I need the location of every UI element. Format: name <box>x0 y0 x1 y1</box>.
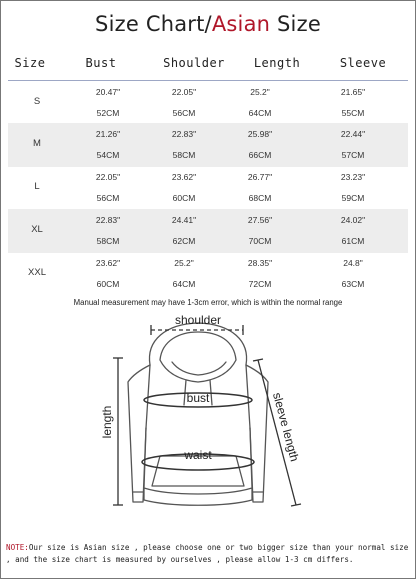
sleeve-inch: 22.44" <box>340 129 366 139</box>
length-cm: 64CM <box>248 108 272 118</box>
sleeve-cm: 55CM <box>341 108 365 118</box>
hoodie-measurement-diagram <box>0 310 416 535</box>
length-inch: 25.98" <box>247 129 273 139</box>
table-row <box>8 166 408 210</box>
header-shoulder: Shoulder <box>163 56 225 70</box>
size-cell: XXL <box>28 267 46 278</box>
page-title: Size Chart/Asian Size <box>95 12 321 36</box>
sleeve-cm: 57CM <box>341 150 365 160</box>
bust-cm: 58CM <box>96 236 120 246</box>
table-row <box>8 209 408 253</box>
bust-inch: 22.05" <box>95 172 121 182</box>
shoulder-cm: 58CM <box>172 150 196 160</box>
shoulder-inch: 25.2" <box>174 258 194 268</box>
table-row <box>8 81 408 125</box>
length-cm: 72CM <box>248 279 272 289</box>
length-inch: 25.2" <box>250 87 270 97</box>
bust-inch: 20.47" <box>95 87 121 97</box>
sleeve-inch: 24.8" <box>343 258 363 268</box>
measurement-note: Manual measurement may have 1-3cm error, which is within the normal range <box>73 298 343 307</box>
sleeve-inch: 21.65" <box>340 87 366 97</box>
bust-inch: 21.26" <box>95 129 121 139</box>
shoulder-cm: 56CM <box>172 108 196 118</box>
shoulder-cm: 60CM <box>172 193 196 203</box>
bust-cm: 60CM <box>96 279 120 289</box>
bust-cm: 56CM <box>96 193 120 203</box>
shoulder-cm: 62CM <box>172 236 196 246</box>
note-label: NOTE: <box>6 543 29 552</box>
sleeve-inch: 24.02" <box>340 215 366 225</box>
bust-inch: 22.83" <box>95 215 121 225</box>
shoulder-inch: 22.05" <box>171 87 197 97</box>
bust-cm: 54CM <box>96 150 120 160</box>
size-cell: S <box>33 96 41 107</box>
sleeve-cm: 59CM <box>341 193 365 203</box>
note-text: Our size is Asian size , please choose one or two bigger size than your normal size , and the size chart is measured by ourselves , please allow 1-3 cm differs. <box>6 543 409 564</box>
bust-inch: 23.62" <box>95 258 121 268</box>
bust-cm: 52CM <box>96 108 120 118</box>
shoulder-inch: 24.41" <box>171 215 197 225</box>
length-inch: 26.77" <box>247 172 273 182</box>
sleeve-cm: 61CM <box>341 236 365 246</box>
table-row <box>8 252 408 296</box>
length-inch: 28.35" <box>247 258 273 268</box>
size-cell: XL <box>31 224 43 235</box>
length-cm: 68CM <box>248 193 272 203</box>
length-inch: 27.56" <box>247 215 273 225</box>
shoulder-inch: 22.83" <box>171 129 197 139</box>
length-cm: 70CM <box>248 236 272 246</box>
size-cell: L <box>34 181 40 192</box>
table-header <box>0 48 416 78</box>
table-row <box>8 123 408 167</box>
label-sleeve-length: sleeve length <box>269 390 302 463</box>
label-bust: bust <box>186 391 210 405</box>
size-cell: M <box>33 138 41 149</box>
header-bust: Bust <box>85 56 117 70</box>
header-length: Length <box>253 56 301 70</box>
label-length: length <box>100 405 114 439</box>
size-note <box>6 542 414 566</box>
header-sleeve: Sleeve <box>339 56 387 70</box>
label-waist: waist <box>184 448 212 462</box>
length-cm: 66CM <box>248 150 272 160</box>
sleeve-cm: 63CM <box>341 279 365 289</box>
sleeve-inch: 23.23" <box>340 172 366 182</box>
label-shoulder: shoulder <box>174 313 222 327</box>
shoulder-inch: 23.62" <box>171 172 197 182</box>
hoodie-outline <box>128 323 268 505</box>
shoulder-cm: 64CM <box>172 279 196 289</box>
header-size: Size <box>14 56 46 70</box>
